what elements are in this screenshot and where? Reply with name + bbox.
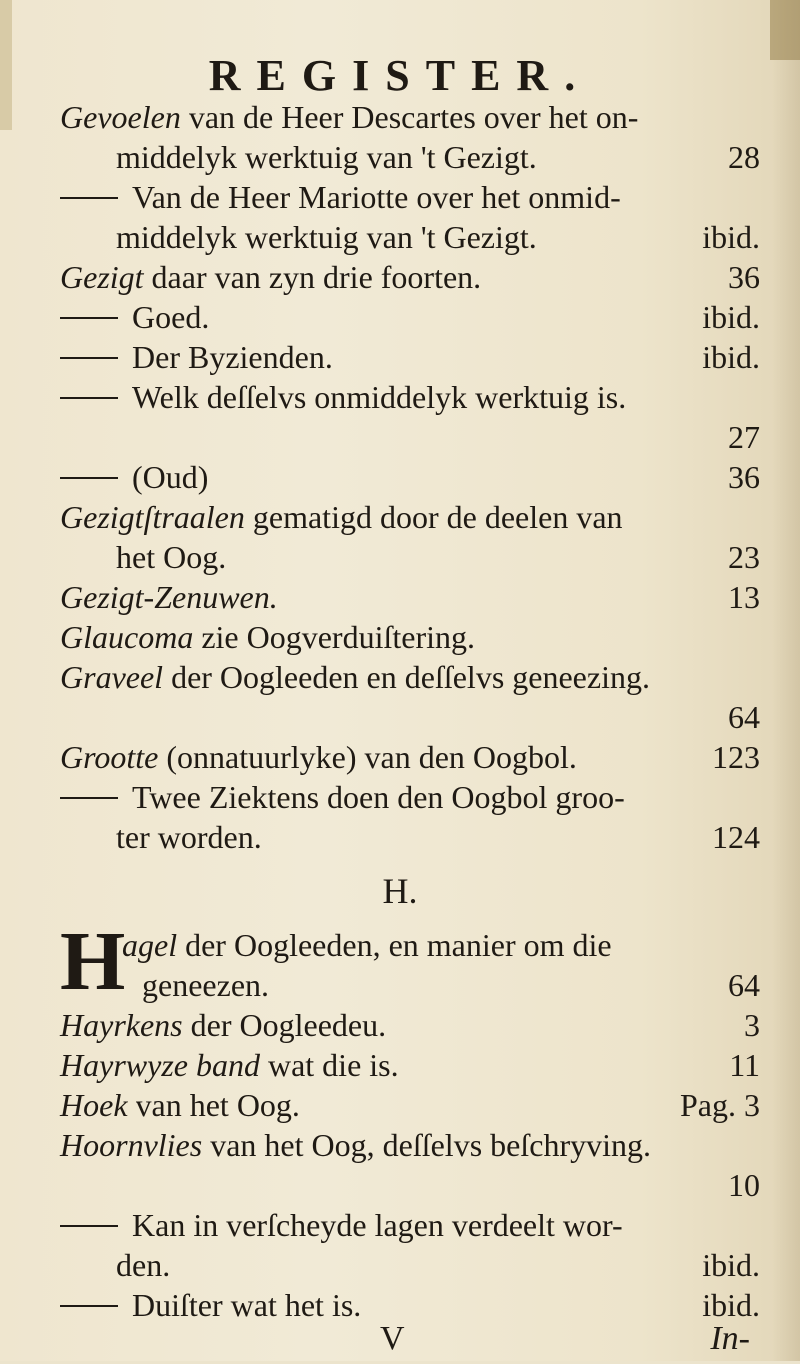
list-item xyxy=(122,925,760,965)
list-item xyxy=(60,737,760,777)
list-item xyxy=(60,457,760,497)
entry-text: middelyk werktuig van 't Gezigt. xyxy=(116,219,537,255)
list-item xyxy=(60,137,760,177)
entry-text: Twee Ziektens doen den Oogbol groo- xyxy=(132,779,625,815)
entry-text: ter worden. xyxy=(116,819,262,855)
entry-text: der Oogleeden en deſſelvs geneezing. xyxy=(171,659,650,695)
entry-text: der Oogleedeu. xyxy=(190,1007,387,1043)
list-item xyxy=(60,297,760,337)
entry-page: 124 xyxy=(712,819,760,855)
entry-page: 13 xyxy=(728,579,760,615)
entry-text: middelyk werktuig van 't Gezigt. xyxy=(116,139,537,175)
list-item xyxy=(60,1045,760,1085)
entry-text: daar van zyn drie foorten. xyxy=(151,259,482,295)
entry-page: ibid. xyxy=(702,1247,760,1283)
list-item xyxy=(60,577,760,617)
list-item xyxy=(60,1085,760,1125)
entry-text: wat die is. xyxy=(267,1047,399,1083)
entry-text: (Oud) xyxy=(132,459,209,495)
list-item xyxy=(60,617,760,657)
list-item xyxy=(122,965,760,1005)
entry-page: 64 xyxy=(728,967,760,1003)
drop-cap: H xyxy=(60,915,126,1008)
page-edge-shadow xyxy=(772,0,800,1361)
entry-term: Hoornvlies xyxy=(60,1127,203,1163)
page-footer xyxy=(0,1320,800,1364)
list-item xyxy=(60,257,760,297)
list-item xyxy=(60,1205,760,1245)
list-item xyxy=(60,537,760,577)
list-item xyxy=(60,417,760,457)
repeat-dash xyxy=(60,1305,118,1307)
entry-text: geneezen. xyxy=(142,967,270,1003)
entry-page: ibid. xyxy=(702,299,760,335)
entry-page: 3 xyxy=(744,1007,760,1043)
list-item xyxy=(60,1005,760,1045)
page-title: REGISTER. xyxy=(208,51,592,100)
list-item xyxy=(60,497,760,537)
entry-term: agel xyxy=(122,927,178,963)
list-item xyxy=(60,97,760,137)
repeat-dash xyxy=(60,397,118,399)
entry-term: Hoek xyxy=(60,1087,128,1123)
entry-text: van het Oog. xyxy=(135,1087,300,1123)
repeat-dash xyxy=(60,317,118,319)
entry-text: Kan in verſcheyde lagen verdeelt wor- xyxy=(132,1207,623,1243)
list-item xyxy=(60,1245,760,1285)
repeat-dash xyxy=(60,197,118,199)
entry-page: ibid. xyxy=(702,1287,760,1323)
list-item xyxy=(60,1285,760,1325)
section-heading: H. xyxy=(382,871,418,911)
catchword: In- xyxy=(710,1320,750,1357)
list-item xyxy=(60,337,760,377)
signature-mark: V xyxy=(380,1320,405,1357)
entry-page: 10 xyxy=(728,1167,760,1203)
list-item xyxy=(60,777,760,817)
entry-page: 36 xyxy=(728,459,760,495)
entry-text: Goed. xyxy=(132,299,210,335)
list-item xyxy=(60,1165,760,1205)
entry-text: Welk deſſelvs onmiddelyk werktuig is. xyxy=(132,379,627,415)
entry-term: Gezigt xyxy=(60,259,144,295)
entry-term: Graveel xyxy=(60,659,164,695)
entry-term: Glaucoma xyxy=(60,619,194,655)
entry-text: (onnatuurlyke) van den Oogbol. xyxy=(166,739,577,775)
entry-page: 23 xyxy=(728,539,760,575)
list-item xyxy=(60,177,760,217)
entry-text: van het Oog, deſſelvs beſchryving. xyxy=(210,1127,651,1163)
list-item xyxy=(60,657,760,697)
entry-text: gematigd door de deelen van xyxy=(252,499,623,535)
entry-text: van de Heer Descartes over het on- xyxy=(188,99,639,135)
entry-page: Pag. 3 xyxy=(680,1087,760,1123)
entry-term: Hayrwyze band xyxy=(60,1047,260,1083)
entry-text: Duiſter wat het is. xyxy=(132,1287,362,1323)
entry-text: zie Oogverduiſtering. xyxy=(201,619,475,655)
entry-text: het Oog. xyxy=(116,539,227,575)
entry-term: Gezigt-Zenuwen. xyxy=(60,579,278,615)
repeat-dash xyxy=(60,477,118,479)
entry-term: Grootte xyxy=(60,739,159,775)
entry-term: Gezigtſtraalen xyxy=(60,499,245,535)
entry-text: den. xyxy=(116,1247,171,1283)
entry-page: 36 xyxy=(728,259,760,295)
entry-term: Gevoelen xyxy=(60,99,181,135)
entry-page: 123 xyxy=(712,739,760,775)
list-item xyxy=(60,817,760,857)
entry-page: 27 xyxy=(728,419,760,455)
entry-text: der Oogleeden, en manier om die xyxy=(185,927,612,963)
list-item xyxy=(60,1125,760,1165)
entry-page: ibid. xyxy=(702,339,760,375)
entry-page: 28 xyxy=(728,139,760,175)
entry-text: Van de Heer Mariotte over het onmid- xyxy=(132,179,621,215)
entry-page: 64 xyxy=(728,699,760,735)
list-item xyxy=(60,217,760,257)
entry-page: ibid. xyxy=(702,219,760,255)
entry-text: Der Byzienden. xyxy=(132,339,333,375)
repeat-dash xyxy=(60,797,118,799)
list-item xyxy=(60,697,760,737)
repeat-dash xyxy=(60,1225,118,1227)
repeat-dash xyxy=(60,357,118,359)
list-item xyxy=(60,377,760,417)
entry-page: 11 xyxy=(729,1047,760,1083)
entry-term: Hayrkens xyxy=(60,1007,183,1043)
